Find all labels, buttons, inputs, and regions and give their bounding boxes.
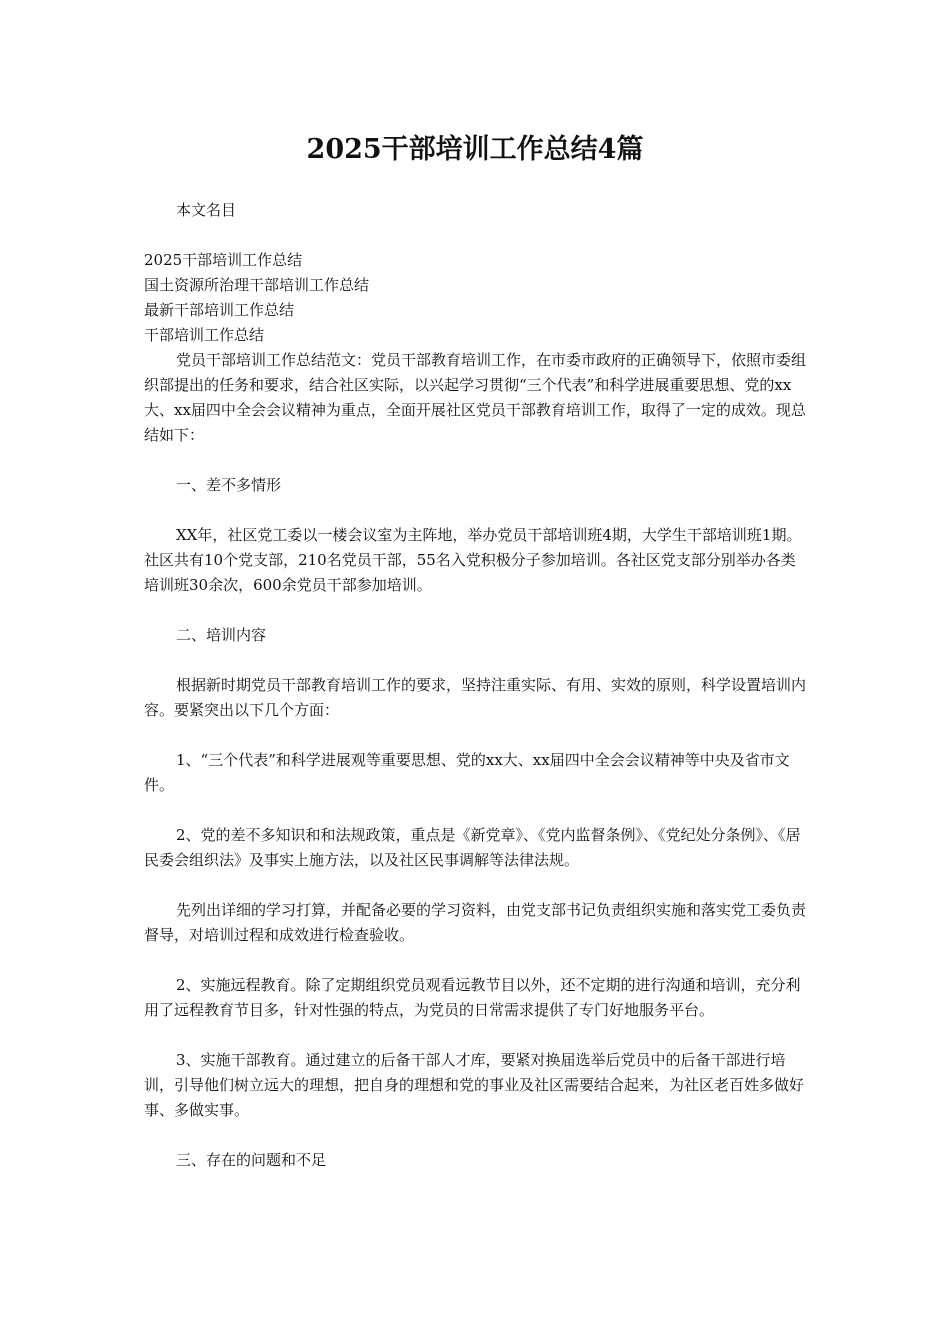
toc-item: 干部培训工作总结: [144, 326, 265, 344]
section-heading: 二、培训内容: [176, 626, 267, 644]
body-paragraph: 根据新时期党员干部教育培训工作的要求，坚持注重实际、有用、实效的原则，科学设置培训内容。要紧突出以下几个方面：: [144, 676, 807, 719]
document-title: 2025干部培训工作总结4篇: [306, 134, 644, 165]
list-item-paragraph: 2、党的差不多知识和和法规政策，重点是《新党章》、《党内监督条例》、《党纪处分条例》、《居民委会组织法》及事实上施方法，以及社区民事调解等法律法规。: [144, 826, 801, 869]
body-paragraph: 先列出详细的学习打算，并配备必要的学习资料，由党支部书记负责组织实施和落实党工委负责督导，对培训过程和成效进行检查验收。: [144, 901, 807, 944]
toc-item: 2025干部培训工作总结: [144, 251, 303, 269]
section-heading: 三、存在的问题和不足: [176, 1151, 327, 1169]
body-paragraph: XX年，社区党工委以一楼会议室为主阵地，举办党员干部培训班4期，大学生干部培训班1期。社区共有10个党支部，210名党员干部，55名入党积极分子参加培训。各社区党支部分别举办各类培训班30余次，600余党员干部参加培训。: [144, 526, 802, 594]
toc-heading: 本文名目: [176, 201, 237, 219]
toc-item: 国土资源所治理干部培训工作总结: [144, 276, 370, 294]
section-heading: 一、差不多情形: [176, 476, 282, 494]
intro-paragraph: 党员干部培训工作总结范文：党员干部教育培训工作，在市委市政府的正确领导下，依照市委组织部提出的任务和要求，结合社区实际，以兴起学习贯彻“三个代表”和科学进展重要思想、党的xx大、xx届四中全会会议精神为重点，全面开展社区党员干部教育培训工作，取得了一定的成效。现总结如下：: [144, 351, 807, 444]
list-item-paragraph: 1、“三个代表”和科学进展观等重要思想、党的xx大、xx届四中全会会议精神等中央及省市文件。: [144, 751, 790, 794]
list-item-paragraph: 3、实施干部教育。通过建立的后备干部人才库，要紧对换届选举后党员中的后备干部进行培训，引导他们树立远大的理想，把自身的理想和党的事业及社区需要结合起来，为社区老百姓多做好事、多做实事。: [144, 1051, 805, 1119]
toc-item: 最新干部培训工作总结: [144, 301, 295, 319]
list-item-paragraph: 2、实施远程教育。除了定期组织党员观看远教节目以外，还不定期的进行沟通和培训，充分利用了远程教育节目多，针对性强的特点，为党员的日常需求提供了专门好地服务平台。: [144, 976, 801, 1019]
document-body: [144, 198, 808, 1173]
